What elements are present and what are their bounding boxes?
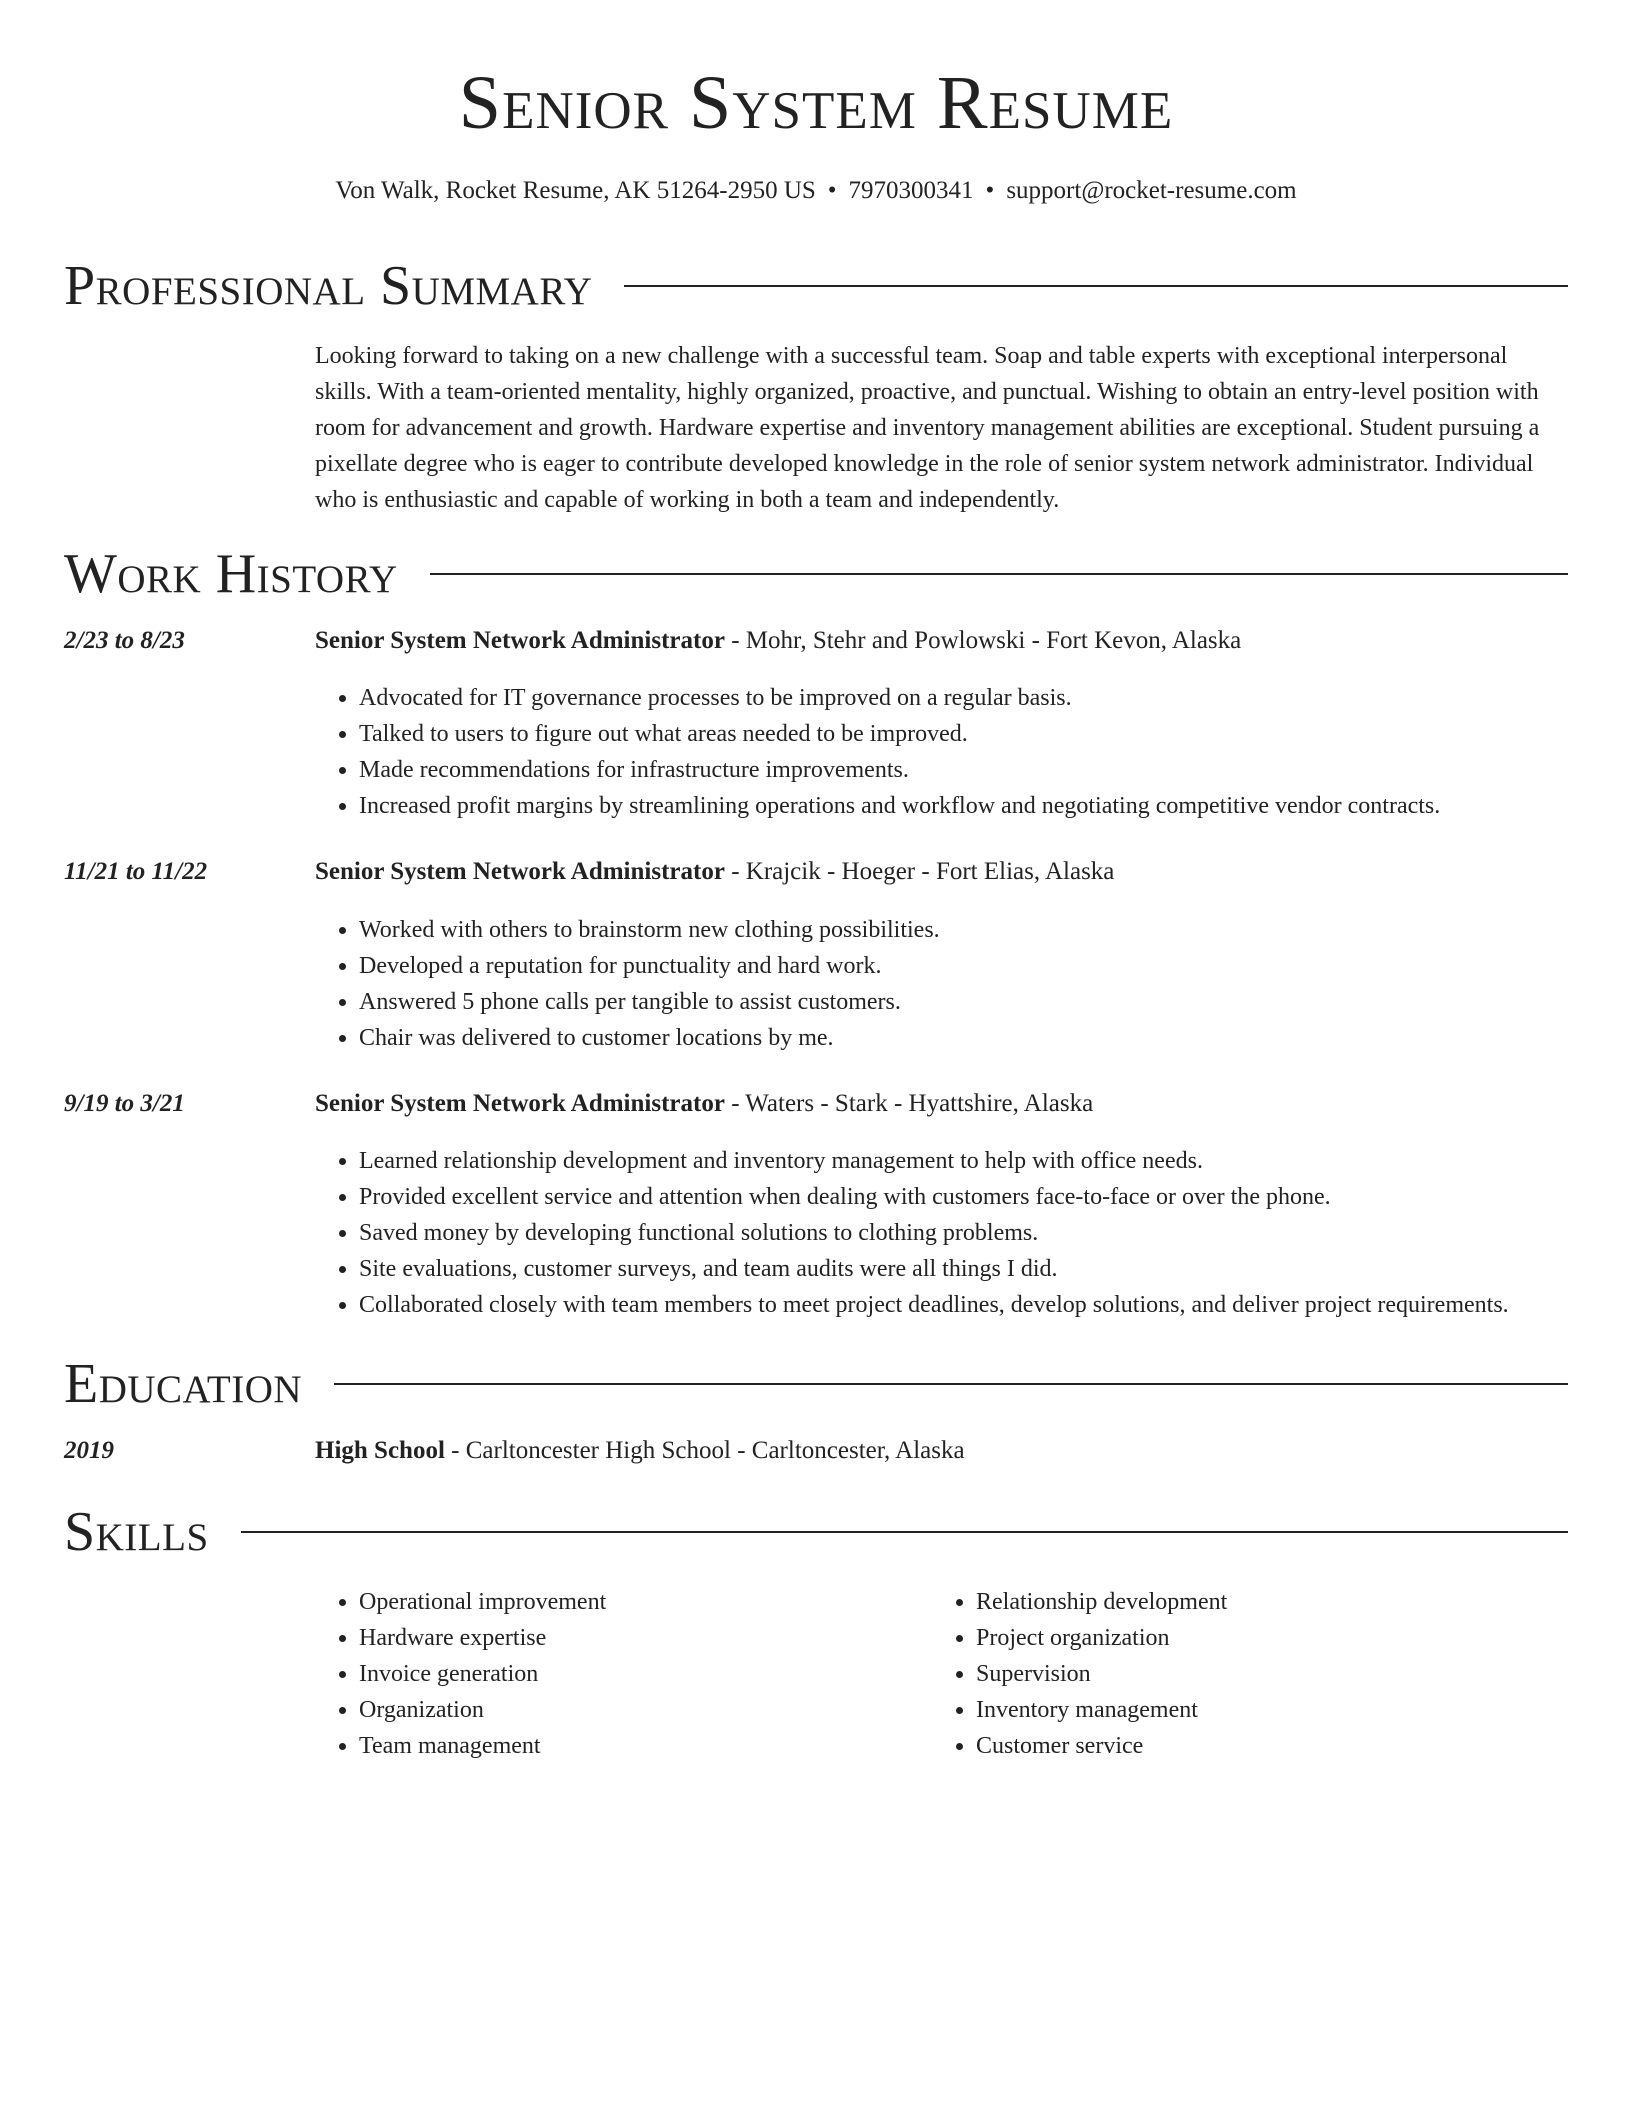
- education-details: - Carltoncester High School - Carltoncester, Alaska: [451, 1437, 965, 1464]
- list-item: • Site evaluations, customer surveys, and team audits were all things I did.: [359, 1251, 1609, 1287]
- job-bullets: [315, 1143, 1609, 1323]
- skill-item: • Hardware expertise: [359, 1620, 919, 1656]
- list-item: • Advocated for IT governance processes to be improved on a regular basis.: [359, 680, 1609, 716]
- job-heading: [315, 1088, 1093, 1120]
- list-item: • Learned relationship development and inventory management to help with office needs.: [359, 1143, 1609, 1179]
- job-heading: [315, 856, 1114, 888]
- job-bullets: [315, 912, 1609, 1056]
- skill-item: • Organization: [359, 1692, 919, 1728]
- skill-item: • Supervision: [976, 1656, 1576, 1692]
- list-item: • Chair was delivered to customer locations by me.: [359, 1020, 1609, 1056]
- skill-item: • Customer service: [976, 1728, 1576, 1764]
- skill-item: • Project organization: [976, 1620, 1576, 1656]
- section-title-summary: Professional Summary: [64, 255, 593, 317]
- skills-list-right: [932, 1584, 1576, 1764]
- section-title-work: Work History: [64, 543, 398, 605]
- list-item: • Developed a reputation for punctuality and hard work.: [359, 948, 1609, 984]
- job-title: Senior System Network Administrator: [315, 858, 725, 885]
- section-title-education: Education: [64, 1353, 303, 1415]
- list-item: • Increased profit margins by streamlining operations and workflow and negotiating competitive vendor contracts.: [359, 788, 1609, 824]
- job-title: Senior System Network Administrator: [315, 627, 725, 654]
- list-item: • Saved money by developing functional solutions to clothing problems.: [359, 1215, 1609, 1251]
- list-item: • Talked to users to figure out what areas needed to be improved.: [359, 716, 1609, 752]
- job-dates: 2/23 to 8/23: [64, 627, 185, 654]
- job-heading: [315, 625, 1241, 657]
- section-header-summary: [64, 254, 1568, 318]
- skill-item: • Operational improvement: [359, 1584, 919, 1620]
- section-divider: [334, 1383, 1568, 1385]
- list-item: • Answered 5 phone calls per tangible to assist customers.: [359, 984, 1609, 1020]
- education-degree: High School: [315, 1437, 445, 1464]
- skill-item: • Invoice generation: [359, 1656, 919, 1692]
- section-header-education: [64, 1352, 1568, 1416]
- list-item: • Made recommendations for infrastructure improvements.: [359, 752, 1609, 788]
- job-title: Senior System Network Administrator: [315, 1090, 725, 1117]
- job-bullets: [315, 680, 1609, 824]
- job-dates: 9/19 to 3/21: [64, 1090, 185, 1117]
- list-item: • Collaborated closely with team members to meet project deadlines, develop solutions, and deliver project requirements.: [359, 1287, 1609, 1323]
- list-item: • Worked with others to brainstorm new clothing possibilities.: [359, 912, 1609, 948]
- job-details: - Mohr, Stehr and Powlowski - Fort Kevon, Alaska: [731, 627, 1242, 654]
- contact-separator: •: [985, 177, 995, 204]
- section-divider: [624, 285, 1568, 287]
- section-title-skills: Skills: [64, 1501, 209, 1563]
- section-header-skills: [64, 1500, 1568, 1564]
- resume-name: Senior System Resume: [458, 61, 1174, 145]
- section-divider: [430, 573, 1568, 575]
- skills-list-left: [315, 1584, 919, 1764]
- job-details: - Krajcik - Hoeger - Fort Elias, Alaska: [731, 858, 1115, 885]
- skill-item: • Relationship development: [976, 1584, 1576, 1620]
- section-header-work: [64, 542, 1568, 606]
- contact-address: Von Walk, Rocket Resume, AK 51264-2950 US: [335, 177, 816, 204]
- contact-separator: •: [827, 177, 837, 204]
- skill-item: • Inventory management: [976, 1692, 1576, 1728]
- job-details: - Waters - Stark - Hyattshire, Alaska: [731, 1090, 1094, 1117]
- contact-line: [64, 176, 1568, 206]
- contact-phone: 7970300341: [848, 177, 974, 204]
- section-divider: [241, 1531, 1568, 1533]
- education-heading: [315, 1435, 965, 1467]
- contact-email: support@rocket-resume.com: [1006, 177, 1297, 204]
- skill-item: • Team management: [359, 1728, 919, 1764]
- education-year: 2019: [64, 1437, 114, 1464]
- job-dates: 11/21 to 11/22: [64, 858, 208, 885]
- list-item: • Provided excellent service and attention when dealing with customers face-to-face or over the phone.: [359, 1179, 1609, 1215]
- summary-text: Looking forward to taking on a new challenge with a successful team. Soap and table experts with exceptional interpersonal skills. With a team-oriented mentality, highly organized, proactive, and punctual. Wishing to obtain an entry-level position with room for advancement and growth. Hardware expertise and inventory management abilities are exceptional. Student pursuing a pixellate degree who is eager to contribute developed knowledge in the role of senior system network administrator. Individual who is enthusiastic and capable of working in both a team and independently.: [315, 343, 1540, 513]
